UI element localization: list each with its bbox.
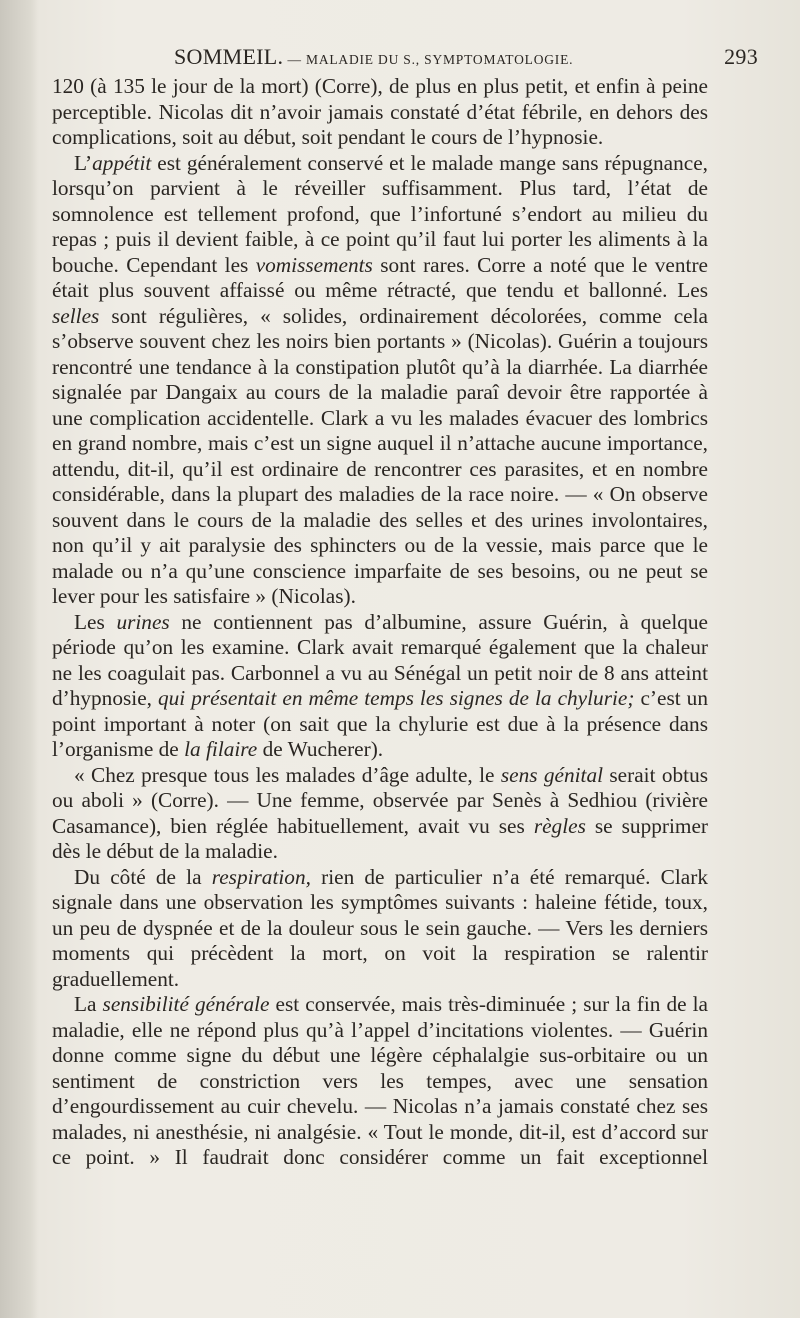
italic-term: urines [116, 609, 170, 634]
running-head-main: SOMMEIL. [174, 44, 284, 69]
paragraph [52, 74, 708, 151]
italic-term: respiration, [211, 864, 311, 889]
text-run: L’ [74, 150, 93, 175]
italic-term: appétit [92, 150, 152, 175]
text-run: se supprimer dès le début de la maladie. [52, 813, 708, 863]
italic-term: sensibilité générale [102, 992, 270, 1016]
text-run: est conservée, mais très-diminuée ; sur la fin de la maladie, elle ne répond plus qu’à l’appel d’incitations violentes. — Guérin donne comme signe du début une légère céphalalgie sus-orbitaire ou un sentiment de constriction vers les tempes, avec une sensation d’engourdissement au cuir chevelu. — Nicolas n’a jamais constaté chez ses malades, ni anesthésie, ni analgésie. « Tout le monde, dit-il, est d’accord sur ce point. » Il faudrait donc considérer comme un fait exceptionnel [52, 992, 708, 1169]
italic-term: sens génital [500, 762, 604, 787]
text-run: Du côté de la [74, 864, 212, 889]
paragraph [52, 763, 708, 865]
italic-term: selles [52, 303, 100, 328]
paragraph [52, 610, 708, 763]
italic-term: qui présentait en même temps les signes de la chylurie; [157, 686, 635, 710]
text-run: ne contiennent pas d’albumine, assure Guérin, à quelque période qu’on les examine. Clark avait remarqué également que la chaleur ne les coagulait pas. Carbonnel a vu au Sénégal un petit noir de 8 ans atteint d’hypnosie, [52, 609, 708, 710]
body-text [52, 74, 708, 1171]
text-run: rien de particulier n’a été remarqué. Clark signale dans une observation les symptômes suivants : haleine fétide, toux, un peu de dyspnée et de la douleur sous le sein gauche. — Vers les derniers moments qui précèdent la mort, on voit la respiration se ralentir graduellement. [52, 864, 708, 991]
text-run: sont rares. Corre a noté que le ventre était plus souvent affaissé ou même rétracté, que tendu et ballonné. Les [52, 252, 708, 302]
text-run: est généralement conservé et le malade mange sans répugnance, lorsqu’on parvient à le réveiller suffisamment. Plus tard, l’état de somnolence est tellement profond, que l’infortuné s’endort au milieu du repas ; puis il devient faible, à ce point qu’il faut lui porter les aliments à la bouche. Cependant les [52, 150, 708, 277]
text-run: La [74, 992, 103, 1016]
running-head-subtitle: — MALADIE DU S., SYMPTOMATOLOGIE. [283, 52, 574, 67]
text-run: 120 (à 135 le jour de la mort) (Corre), de plus en plus petit, et enfin à peine perceptible. Nicolas dit n’avoir jamais constaté d’état fébrile, en dehors des complications, soit au début, soit pendant le cours de l’hypnosie. [52, 74, 708, 149]
page-number: 293 [724, 44, 758, 69]
running-head [52, 44, 758, 70]
paragraph [52, 992, 708, 1171]
text-run: « Chez presque tous les malades d’âge adulte, le [74, 762, 501, 787]
text-run: de Wucherer). [257, 737, 384, 761]
italic-term: la filaire [184, 737, 258, 761]
running-head-title [174, 44, 573, 70]
page-gutter [0, 0, 38, 1318]
italic-term: vomissements [255, 252, 373, 277]
paragraph [52, 865, 708, 993]
paragraph [52, 151, 708, 610]
text-run: sont régulières, « solides, ordinairement décolorées, comme cela s’observe souvent chez les noirs bien portants » (Nicolas). Guérin a toujours rencontré une tendance à la constipation plutôt qu’à la diarrhée. La diarrhée signalée par Dangaix au cours de la maladie paraî devoir être rapportée à une complication accidentelle. Clark a vu les malades évacuer des lombrics en grand nombre, mais c’est un signe auquel il n’attache aucune importance, attendu, dit-il, qu’il est ordinaire de rencontrer ces parasites, et en nombre considérable, dans la plupart des maladies de la race noire. — « On observe souvent dans le cours de la maladie des selles et des urines involontaires, non qu’il y ait paralysie des sphincters ou de la vessie, mais parce que le malade ou n’a qu’une conscience imparfaite de ses besoins, ou ne peut se lever pour les satisfaire » (Nicolas). [52, 303, 708, 608]
text-run: serait obtus ou aboli » (Corre). — Une femme, observée par Senès à Sedhiou (rivière Casamance), bien réglée habituellement, avait vu ses [52, 762, 709, 838]
text-run: c’est un point important à noter (on sait que la chylurie est due à la présence dans l’organisme de [52, 686, 708, 761]
text-run: Les [74, 609, 117, 634]
italic-term: règles [533, 813, 586, 838]
